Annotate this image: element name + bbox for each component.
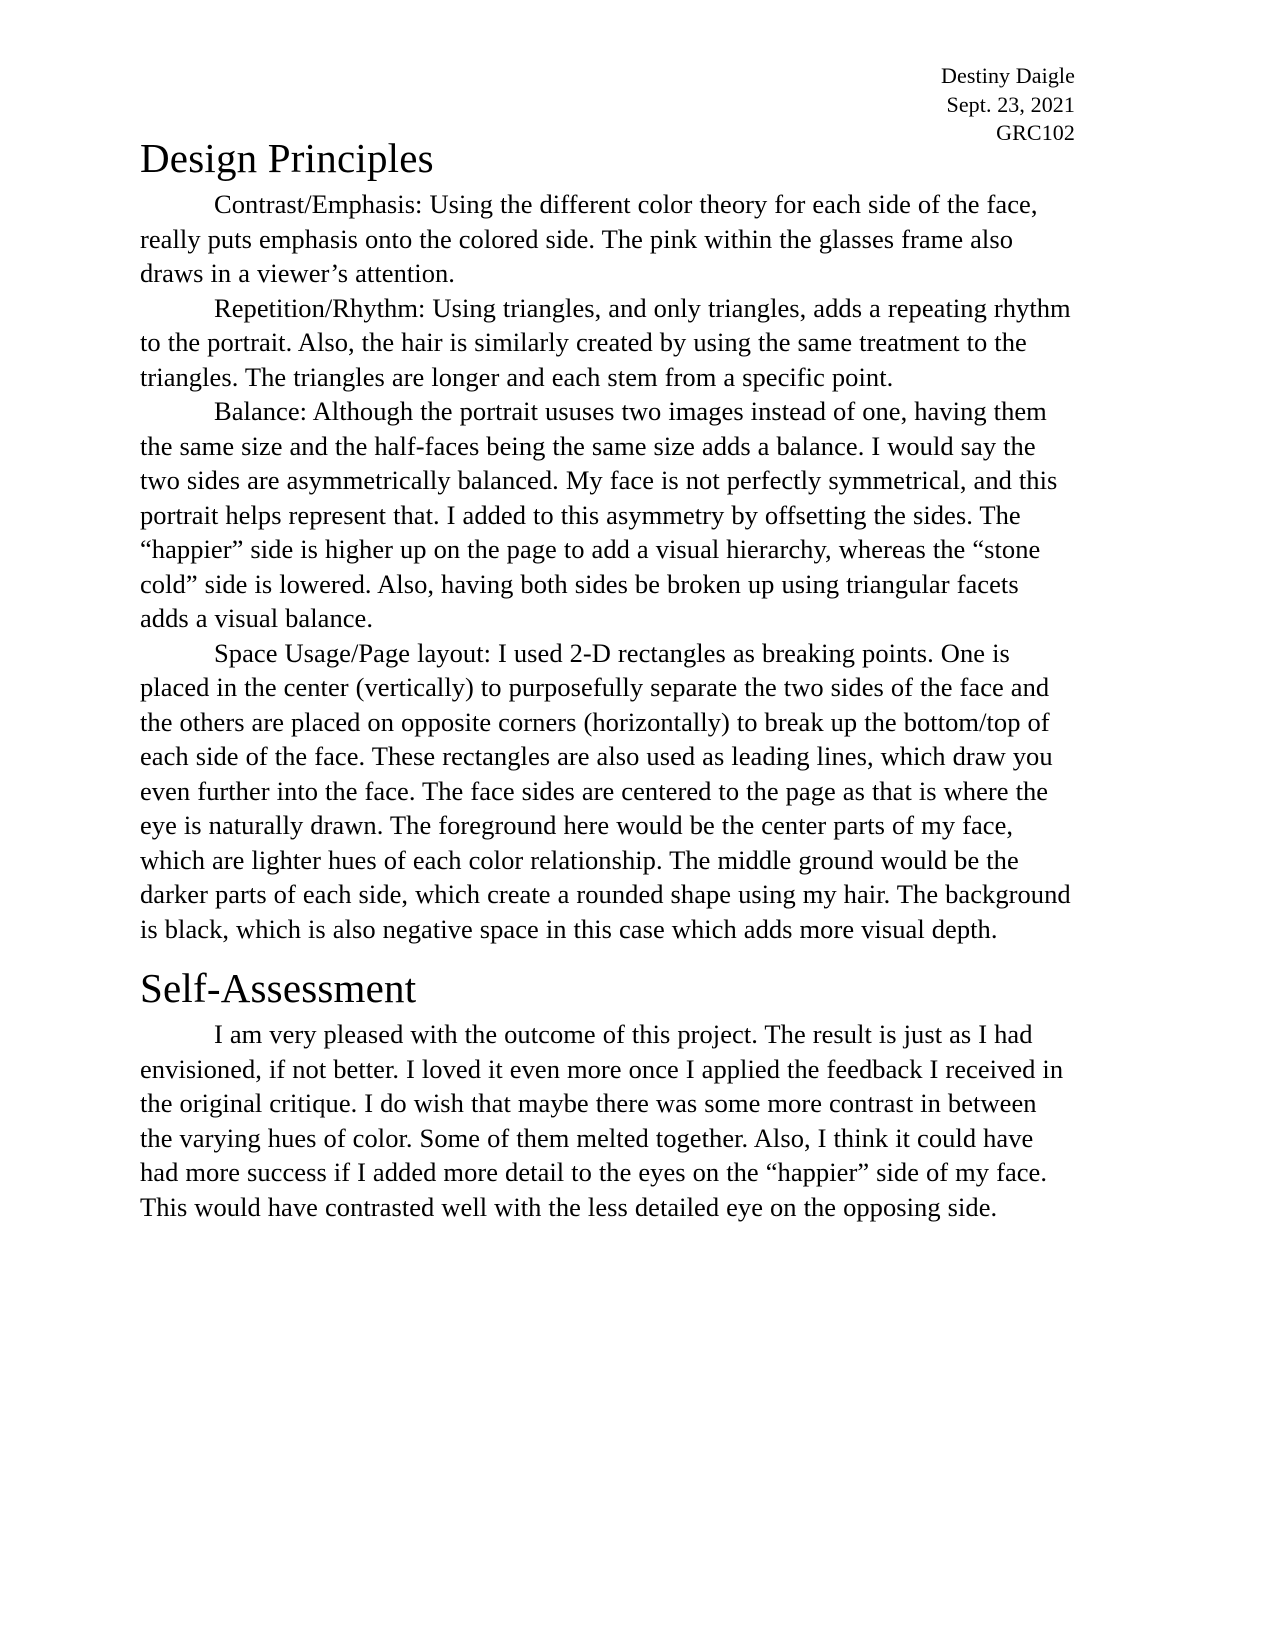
header-date: Sept. 23, 2021 (946, 91, 1075, 117)
header-author-name: Destiny Daigle (941, 63, 1075, 88)
document-header-block (941, 62, 1075, 148)
paragraph-repetition-rhythm: Repetition/Rhythm: Using triangles, and only triangles, adds a repeating rhythm to the portrait. Also, the hair is similarly created by using the same treatment to the triangles. The triangles are longer and each stem from a specific point. (140, 292, 1071, 392)
paragraph-self-assessment: I am very pleased with the outcome of this project. The result is just as I had envisioned, if not better. I loved it even more once I applied the feedback I received in the original critique. I do wish that maybe there was some more contrast in between the varying hues of color. Some of them melted together. Also, I think it could have had more success if I added more detail to the eyes on the “happier” side of my face. This would have contrasted well with the less detailed eye on the opposing side. (140, 1019, 1064, 1222)
paragraph-space-usage: Space Usage/Page layout: I used 2-D rectangles as breaking points. One is placed in the center (vertically) to purposefully separate the two sides of the face and the others are placed on opposite corners (horizontally) to break up the bottom/top of each side of the face. These rectangles are also used as leading lines, which draw you even further into the face. The face sides are centered to the page as that is where the eye is naturally drawn. The foreground here would be the center parts of my face, which are lighter hues of each color relationship. The middle ground would be the darker parts of each side, which create a rounded shape using my hair. The background is black, which is also negative space in this case which adds more visual depth. (140, 637, 1071, 944)
paragraph-balance: Balance: Although the portrait ususes two images instead of one, having them the same size and the half-faces being the same size adds a balance. I would say the two sides are asymmetrically balanced. My face is not perfectly symmetrical, and this portrait helps represent that. I added to this asymmetry by offsetting the sides. The “happier” side is higher up on the page to add a visual hierarchy, whereas the “stone cold” side is lowered. Also, having both sides be broken up using triangular facets adds a visual balance. (140, 396, 1058, 633)
header-course-code: GRC102 (996, 120, 1075, 146)
document-body (140, 135, 1072, 1224)
page-title-design-principles: Design Principles (140, 135, 434, 181)
page-title-self-assessment: Self-Assessment (140, 965, 417, 1011)
paragraph-contrast-emphasis: Contrast/Emphasis: Using the different color theory for each side of the face, really puts emphasis onto the colored side. The pink within the glasses frame also draws in a viewer’s attention. (140, 189, 1038, 288)
